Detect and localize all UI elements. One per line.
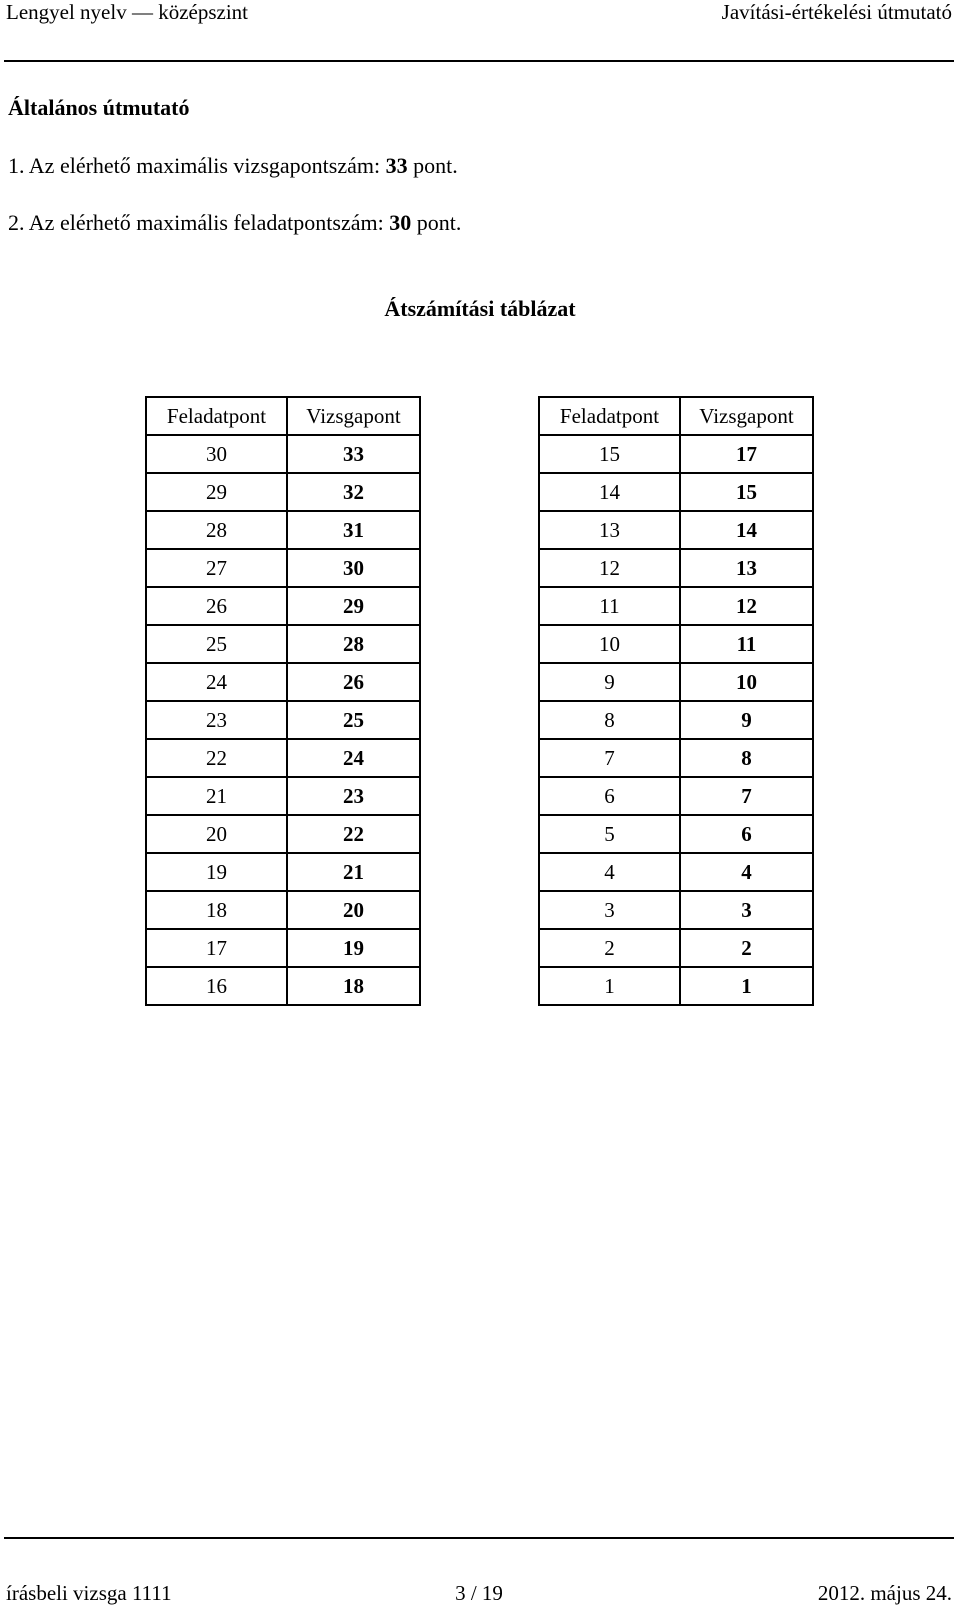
feladatpont-cell: 4 <box>539 853 680 891</box>
column-header-vizsgapont: Vizsgapont <box>287 397 420 435</box>
feladatpont-cell: 15 <box>539 435 680 473</box>
feladatpont-cell: 23 <box>146 701 287 739</box>
vizsgapont-cell: 3 <box>680 891 813 929</box>
vizsgapont-cell: 7 <box>680 777 813 815</box>
table-row <box>539 815 813 853</box>
vizsgapont-cell: 32 <box>287 473 420 511</box>
vizsgapont-cell: 31 <box>287 511 420 549</box>
feladatpont-cell: 24 <box>146 663 287 701</box>
feladatpont-cell: 10 <box>539 625 680 663</box>
feladatpont-cell: 27 <box>146 549 287 587</box>
vizsgapont-cell: 4 <box>680 853 813 891</box>
footer-exam-code: írásbeli vizsga 1111 <box>6 1581 172 1605</box>
feladatpont-cell: 12 <box>539 549 680 587</box>
vizsgapont-cell: 26 <box>287 663 420 701</box>
vizsgapont-cell: 14 <box>680 511 813 549</box>
table-row <box>539 511 813 549</box>
table-row <box>539 435 813 473</box>
max-task-points-line: 2. Az elérhető maximális feladatpontszám: 30 pont. <box>8 210 462 235</box>
vizsgapont-cell: 28 <box>287 625 420 663</box>
table-row <box>146 853 420 891</box>
table-row <box>539 929 813 967</box>
table-row <box>146 511 420 549</box>
feladatpont-cell: 11 <box>539 587 680 625</box>
table-header-row <box>539 397 813 435</box>
table-row <box>539 625 813 663</box>
table-row <box>146 929 420 967</box>
table-row <box>539 777 813 815</box>
vizsgapont-cell: 6 <box>680 815 813 853</box>
table-row <box>539 739 813 777</box>
vizsgapont-cell: 22 <box>287 815 420 853</box>
table-row <box>539 701 813 739</box>
table-row <box>539 891 813 929</box>
table-row <box>539 473 813 511</box>
table-title: Átszámítási táblázat <box>384 296 576 321</box>
conversion-table-right <box>538 396 814 1006</box>
section-title: Általános útmutató <box>8 95 190 120</box>
max-exam-points-line: 1. Az elérhető maximális vizsgapontszám: 33 pont. <box>8 153 458 178</box>
feladatpont-cell: 26 <box>146 587 287 625</box>
max-task-points-value: 30 <box>389 210 412 235</box>
column-header-feladatpont: Feladatpont <box>539 397 680 435</box>
footer-date: 2012. május 24. <box>817 1581 952 1605</box>
column-header-feladatpont: Feladatpont <box>146 397 287 435</box>
feladatpont-cell: 13 <box>539 511 680 549</box>
table-row <box>146 473 420 511</box>
table-row <box>146 625 420 663</box>
header-doc-type: Javítási-értékelési útmutató <box>721 0 952 24</box>
feladatpont-cell: 17 <box>146 929 287 967</box>
table-row <box>146 549 420 587</box>
vizsgapont-cell: 30 <box>287 549 420 587</box>
table-row <box>539 587 813 625</box>
feladatpont-cell: 5 <box>539 815 680 853</box>
table-row <box>146 435 420 473</box>
vizsgapont-cell: 12 <box>680 587 813 625</box>
table-row <box>539 663 813 701</box>
feladatpont-cell: 20 <box>146 815 287 853</box>
vizsgapont-cell: 8 <box>680 739 813 777</box>
feladatpont-cell: 6 <box>539 777 680 815</box>
vizsgapont-cell: 18 <box>287 967 420 1005</box>
feladatpont-cell: 9 <box>539 663 680 701</box>
vizsgapont-cell: 19 <box>287 929 420 967</box>
vizsgapont-cell: 10 <box>680 663 813 701</box>
page-header <box>4 0 954 62</box>
vizsgapont-cell: 21 <box>287 853 420 891</box>
feladatpont-cell: 21 <box>146 777 287 815</box>
feladatpont-cell: 1 <box>539 967 680 1005</box>
vizsgapont-cell: 29 <box>287 587 420 625</box>
vizsgapont-cell: 11 <box>680 625 813 663</box>
table-row <box>539 853 813 891</box>
feladatpont-cell: 30 <box>146 435 287 473</box>
vizsgapont-cell: 2 <box>680 929 813 967</box>
vizsgapont-cell: 24 <box>287 739 420 777</box>
table-row <box>146 701 420 739</box>
vizsgapont-cell: 15 <box>680 473 813 511</box>
vizsgapont-cell: 1 <box>680 967 813 1005</box>
footer-page-number: 3 / 19 <box>455 1581 503 1605</box>
feladatpont-cell: 19 <box>146 853 287 891</box>
table-row <box>146 891 420 929</box>
feladatpont-cell: 18 <box>146 891 287 929</box>
feladatpont-cell: 3 <box>539 891 680 929</box>
table-row <box>146 587 420 625</box>
feladatpont-cell: 8 <box>539 701 680 739</box>
page-footer <box>4 1537 954 1611</box>
vizsgapont-cell: 33 <box>287 435 420 473</box>
feladatpont-cell: 16 <box>146 967 287 1005</box>
table-row <box>539 549 813 587</box>
vizsgapont-cell: 20 <box>287 891 420 929</box>
header-subject: Lengyel nyelv — középszint <box>6 0 249 24</box>
conversion-table-left <box>145 396 421 1006</box>
table-row <box>146 777 420 815</box>
feladatpont-cell: 2 <box>539 929 680 967</box>
table-row <box>146 739 420 777</box>
table-row <box>539 967 813 1005</box>
feladatpont-cell: 29 <box>146 473 287 511</box>
table-row <box>146 815 420 853</box>
feladatpont-cell: 28 <box>146 511 287 549</box>
feladatpont-cell: 14 <box>539 473 680 511</box>
table-header-row <box>146 397 420 435</box>
feladatpont-cell: 25 <box>146 625 287 663</box>
feladatpont-cell: 22 <box>146 739 287 777</box>
feladatpont-cell: 7 <box>539 739 680 777</box>
vizsgapont-cell: 9 <box>680 701 813 739</box>
vizsgapont-cell: 23 <box>287 777 420 815</box>
max-exam-points-value: 33 <box>385 153 408 178</box>
vizsgapont-cell: 25 <box>287 701 420 739</box>
vizsgapont-cell: 17 <box>680 435 813 473</box>
column-header-vizsgapont: Vizsgapont <box>680 397 813 435</box>
table-row <box>146 663 420 701</box>
table-row <box>146 967 420 1005</box>
vizsgapont-cell: 13 <box>680 549 813 587</box>
